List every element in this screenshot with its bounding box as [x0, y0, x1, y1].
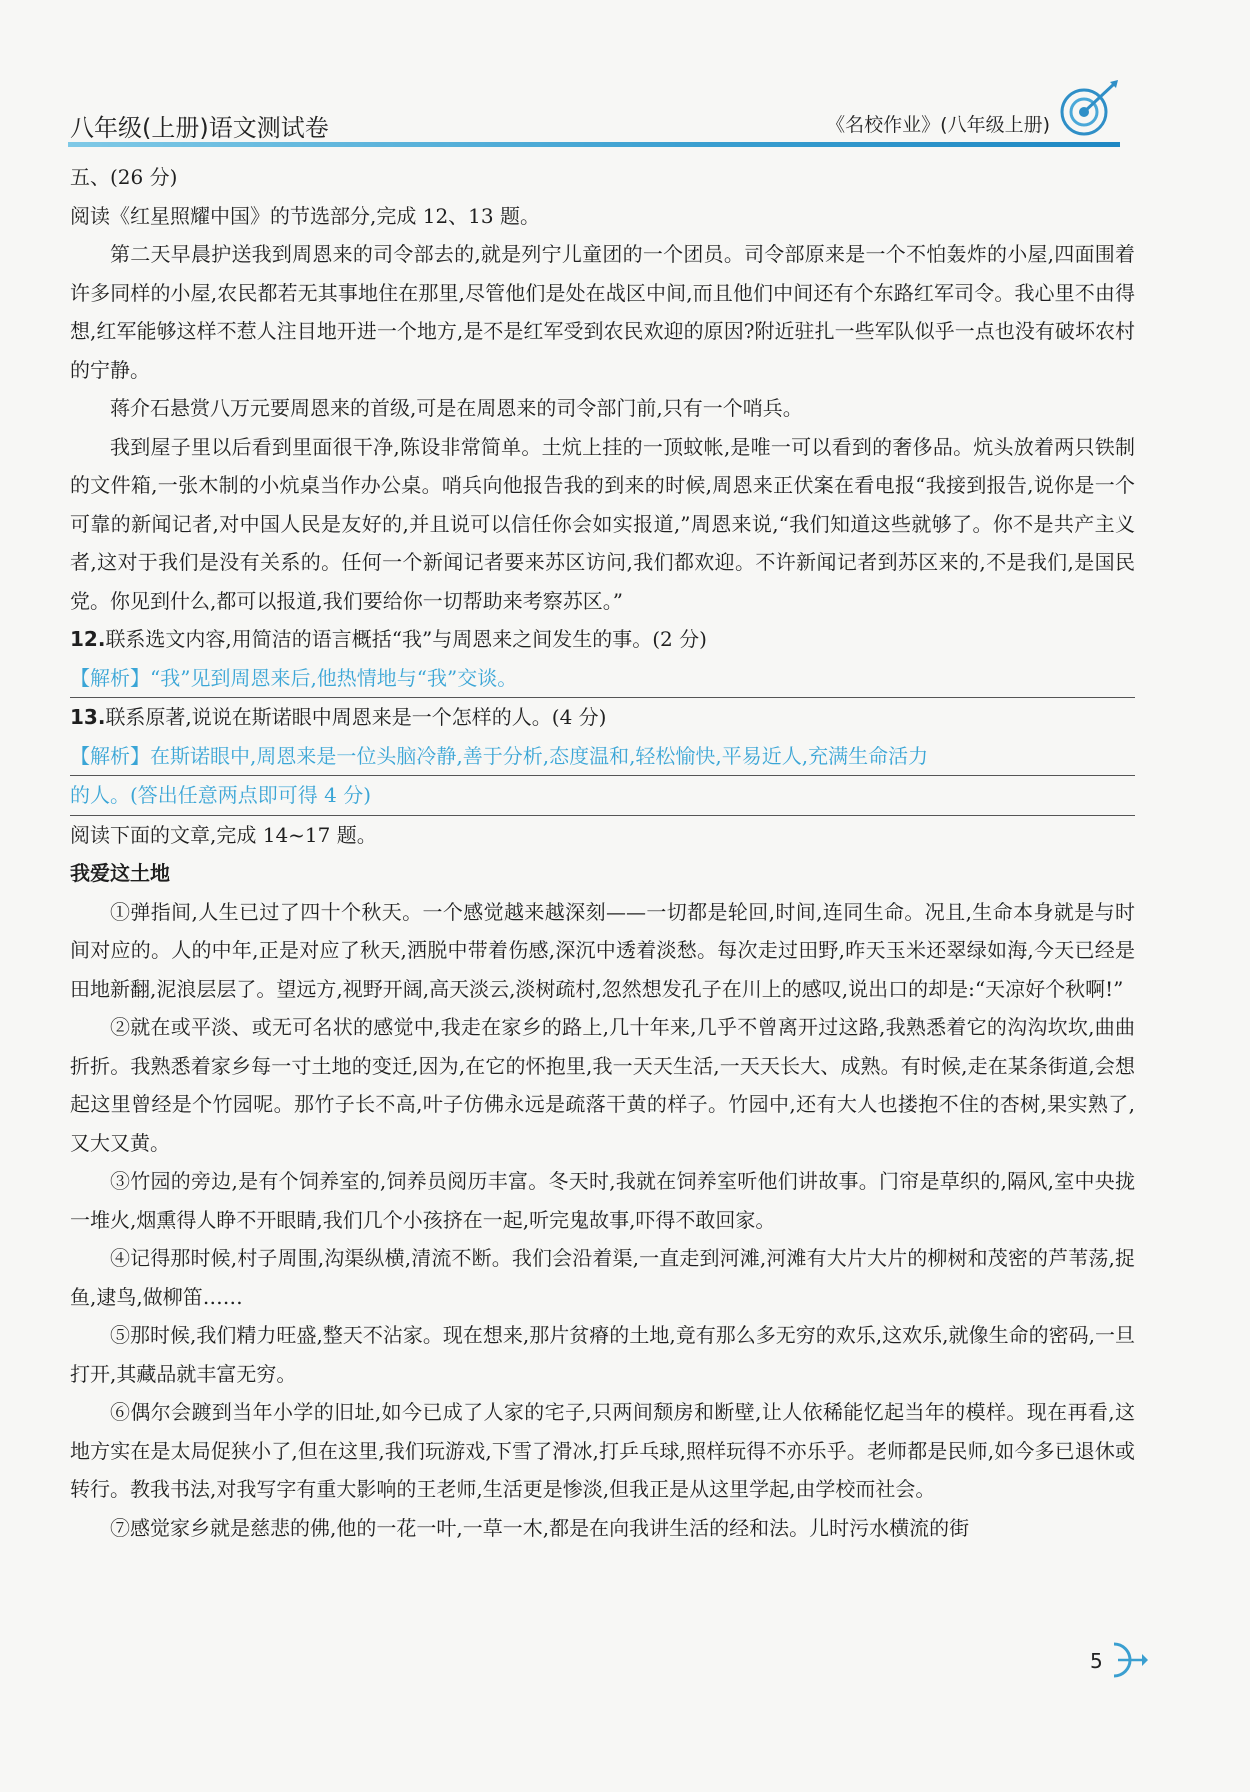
content	[70, 158, 1135, 1547]
question-12-text: 联系选文内容,用简洁的语言概括“我”与周恩来之间发生的事。(2 分)	[105, 627, 707, 651]
header-series-title: 《名校作业》(八年级上册)	[826, 114, 1050, 136]
answer-12	[70, 659, 1135, 699]
excerpt-paragraph: 蒋介石悬赏八万元要周恩来的首级,可是在周恩来的司令部门前,只有一个哨兵。	[110, 396, 803, 420]
question-12-number: 12.	[70, 627, 106, 651]
article-paragraph: ①弹指间,人生已过了四十个秋天。一个感觉越来越深刻——一切都是轮回,时间,连同生命。况且,生命本身就是与时间对应的。人的中年,正是对应了秋天,洒脱中带着伤感,深沉中透着淡愁。每次走过田野,昨天玉米还翠绿如海,今天已经是田地新翻,泥浪层层了。望远方,视野开阔,高天淡云,淡树疏村,忽然想发孔子在川上的感叹,说出口的却是:“天凉好个秋啊!”	[70, 899, 1135, 1001]
answer-13-line: 【解析】在斯诺眼中,周恩来是一位头脑冷静,善于分析,态度温和,轻松愉快,平易近人,充满生命活力	[70, 737, 1135, 777]
excerpt-paragraph: 我到屋子里以后看到里面很干净,陈设非常简单。土炕上挂的一顶蚊帐,是唯一可以看到的奢侈品。炕头放着两只铁制的文件箱,一张木制的小炕桌当作办公桌。哨兵向他报告我的到来的时候,周恩来正伏案在看电报“我接到报告,说你是一个可靠的新闻记者,对中国人民是友好的,并且说可以信任你会如实报道,”周恩来说,“我们知道这些就够了。你不是共产主义者,这对于我们是没有关系的。任何一个新闻记者要来苏区访问,我们都欢迎。不许新闻记者到苏区来的,不是我们,是国民党。你见到什么,都可以报道,我们要给你一切帮助来考察苏区。”	[70, 434, 1135, 613]
excerpt-paragraph: 第二天早晨护送我到周恩来的司令部去的,就是列宁儿童团的一个团员。司令部原来是一个不怕轰炸的小屋,四面围着许多同样的小屋,农民都若无其事地住在那里,尽管他们是处在战区中间,而且他们中间还有个东路红军司令。我心里不由得想,红军能够这样不惹人注目地开进一个地方,是不是红军受到农民欢迎的原因?附近驻扎一些军队似乎一点也没有破坏农村的宁静。	[70, 242, 1135, 382]
article-paragraph: ②就在或平淡、或无可名状的感觉中,我走在家乡的路上,几十年来,几乎不曾离开过这路,我熟悉着它的沟沟坎坎,曲曲折折。我熟悉着家乡每一寸土地的变迁,因为,在它的怀抱里,我一天天生活,一天天长大、成熟。有时候,走在某条街道,会想起这里曾经是个竹园呢。那竹子长不高,叶子仿佛永远是疏落干黄的样子。竹园中,还有大人也搂抱不住的杏树,果实熟了,又大又黄。	[70, 1015, 1135, 1155]
answer-13-line: 的人。(答出任意两点即可得 4 分)	[70, 776, 1135, 816]
answer-13	[70, 737, 1135, 816]
article-paragraph: ④记得那时候,村子周围,沟渠纵横,清流不断。我们会沿着渠,一直走到河滩,河滩有大片大片的柳树和茂密的芦苇荡,捉鱼,逮鸟,做柳笛……	[70, 1246, 1135, 1309]
target-icon	[1058, 78, 1120, 140]
question-12	[70, 620, 1135, 659]
page-corner-arrow-icon	[1108, 1640, 1148, 1680]
article-paragraph: ⑦感觉家乡就是慈悲的佛,他的一花一叶,一草一木,都是在向我讲生活的经和法。儿时污水横流的街	[110, 1515, 970, 1540]
question-13-text: 联系原著,说说在斯诺眼中周恩来是一个怎样的人。(4 分)	[105, 705, 607, 729]
article-title: 我爱这土地	[70, 861, 170, 885]
question-13	[70, 698, 1135, 737]
reading-intro-1: 阅读《红星照耀中国》的节选部分,完成 12、13 题。	[70, 203, 540, 228]
article-paragraph: ⑥偶尔会踱到当年小学的旧址,如今已成了人家的宅子,只两间颓房和断壁,让人依稀能忆起当年的模样。现在再看,这地方实在是太局促狭小了,但在这里,我们玩游戏,下雪了滑冰,打乒乓球,照样玩得不亦乐乎。老师都是民师,如今多已退休或转行。教我书法,对我写字有重大影响的王老师,生活更是惨淡,但我正是从这里学起,由学校而社会。	[70, 1400, 1135, 1501]
article-paragraph: ③竹园的旁边,是有个饲养室的,饲养员阅历丰富。冬天时,我就在饲养室听他们讲故事。门帘是草织的,隔风,室中央拢一堆火,烟熏得人睁不开眼睛,我们几个小孩挤在一起,听完鬼故事,吓得不敢回家。	[70, 1169, 1135, 1232]
page-number: 5	[1090, 1649, 1103, 1673]
section-heading: 五、(26 分)	[70, 165, 178, 189]
header-book-title: 八年级(上册)语文测试卷	[70, 114, 329, 142]
question-13-number: 13.	[70, 705, 106, 729]
article-paragraph: ⑤那时候,我们精力旺盛,整天不沾家。现在想来,那片贫瘠的土地,竟有那么多无穷的欢乐,这欢乐,就像生命的密码,一旦打开,其藏品就丰富无穷。	[70, 1323, 1135, 1386]
answer-12-text: 【解析】“我”见到周恩来后,他热情地与“我”交谈。	[70, 665, 518, 690]
header-bar	[68, 142, 1120, 147]
reading-intro-2: 阅读下面的文章,完成 14~17 题。	[70, 822, 377, 847]
page-header	[68, 102, 1120, 146]
